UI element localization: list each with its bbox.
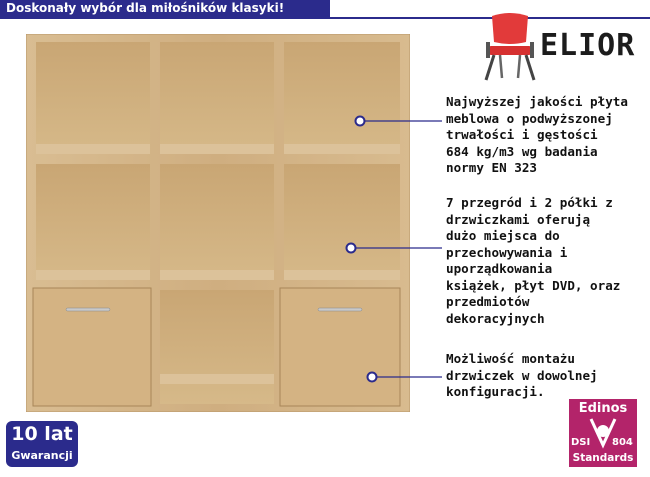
bookcase-image xyxy=(26,34,410,412)
brand-name: ELIOR xyxy=(540,28,636,63)
warranty-years: 10 lat xyxy=(11,423,73,445)
header-banner xyxy=(0,0,330,17)
feature-compartments: 7 przegród i 2 półki z drzwiczkami oferują dużo miejsca do przechowywania i uporządkowania książek, płyt DVD, oraz przedmiotów dekoracyjnych xyxy=(446,195,621,326)
certificate-bottom: Standards xyxy=(572,452,634,464)
check-icon xyxy=(569,415,637,455)
certificate-left: DSI xyxy=(571,437,591,448)
chair-icon xyxy=(482,12,538,82)
brand-logo xyxy=(482,12,642,84)
certificate-title: Edinos xyxy=(578,401,628,416)
certificate-badge xyxy=(569,399,637,467)
feature-doors: Możliwość montażu drzwiczek w dowolnej konfiguracji. xyxy=(446,351,598,399)
header-title: Doskonały wybór dla miłośników klasyki! xyxy=(6,1,285,15)
warranty-badge xyxy=(6,421,78,467)
certificate-number: 804 xyxy=(612,437,633,448)
feature-material: Najwyższej jakości płyta meblowa o podwyższonej trwałości i gęstości 684 kg/m3 wg badania normy EN 323 xyxy=(446,94,628,175)
warranty-label: Gwarancji xyxy=(11,449,73,462)
